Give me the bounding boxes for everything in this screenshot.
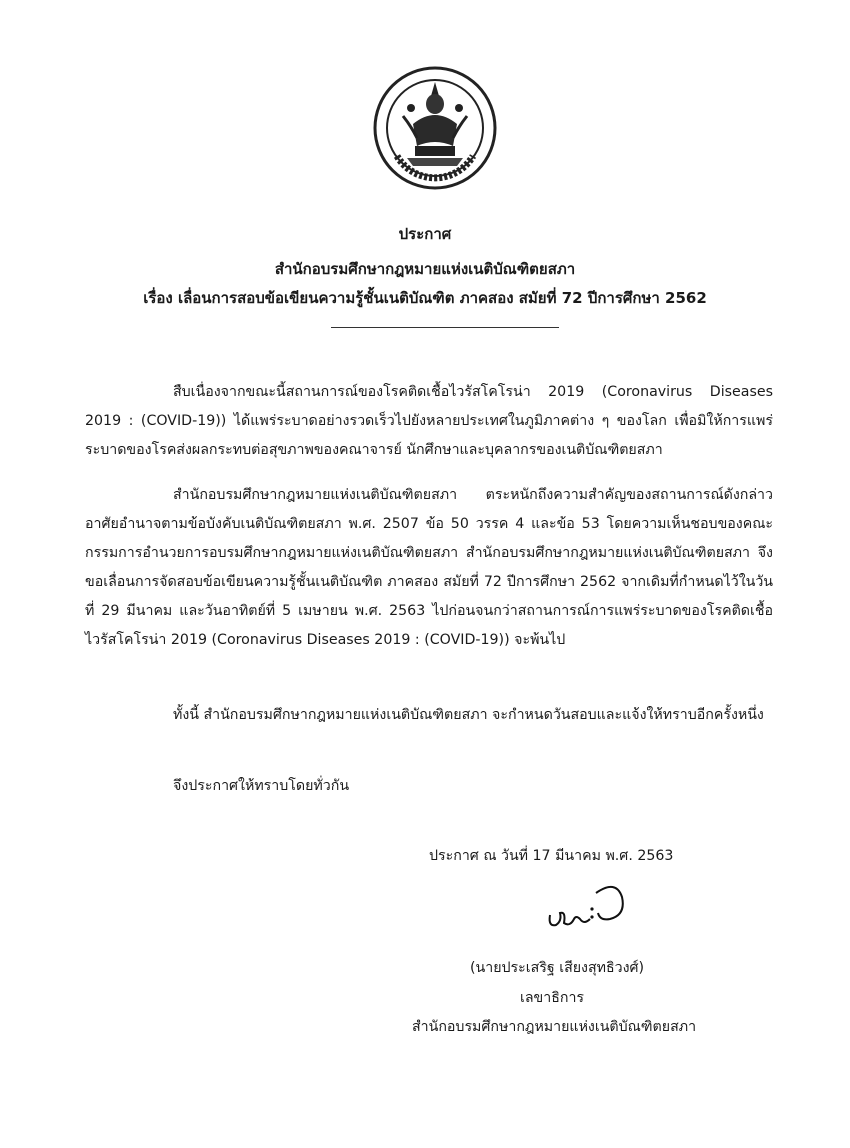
document-title: ประกาศ: [398, 225, 452, 243]
signer-name: (นายประเสริฐ เสียงสุทธิวงศ์): [470, 960, 645, 976]
signature-icon: [540, 875, 630, 937]
paragraph-2: สำนักอบรมศึกษากฎหมายแห่งเนติบัณฑิตยสภา ตระหนักถึงความสำคัญของสถานการณ์ดังกล่าว อาศัยอำนาจตามข้อบังคับเนติบัณฑิตยสภา พ.ศ. 2507 ข้อ 50 วรรค 4 และข้อ 53 โดยความเห็นชอบของคณะกรรมการอำนวยการอบรมศึกษากฎหมายแห่งเนติบัณฑิตยสภา สำนักอบรมศึกษากฎหมายแห่งเนติบัณฑิตยสภา จึงขอเลื่อนการจัดสอบข้อเขียนความรู้ชั้นเนติบัณฑิต ภาคสอง สมัยที่ 72 ปีการศึกษา 2562 จากเดิมที่กำหนดไว้ในวันที่ 29 มีนาคม และวันอาทิตย์ที่ 5 เมษายน พ.ศ. 2563 ไปก่อนจนกว่าสถานการณ์การแพร่ระบาดของโรคติดเชื้อไวรัสโคโรน่า 2019 (Coronavirus Diseases 2019 : (COVID-19)) จะพ้นไป: [85, 487, 773, 648]
signer-position: เลขาธิการ: [520, 990, 585, 1006]
document-subject: เรื่อง เลื่อนการสอบข้อเขียนความรู้ชั้นเนติบัณฑิต ภาคสอง สมัยที่ 72 ปีการศึกษา 2562: [143, 289, 707, 307]
paragraph-1: สืบเนื่องจากขณะนี้สถานการณ์ของโรคติดเชื้อไวรัสโคโรน่า 2019 (Coronavirus Diseases 2019 : (COVID-19)) ได้แพร่ระบาดอย่างรวดเร็วไปยังหลายประเทศในภูมิภาคต่าง ๆ ของโลก เพื่อมิให้การแพร่ระบาดของโรคส่งผลกระทบต่อสุขภาพของคณาจารย์ นักศึกษาและบุคลากรของเนติบัณฑิตยสภา: [85, 384, 773, 458]
paragraph-3: ทั้งนี้ สำนักอบรมศึกษากฎหมายแห่งเนติบัณฑิตยสภา จะกำหนดวันสอบและแจ้งให้ทราบอีกครั้งหนึ่ง: [173, 707, 764, 723]
signer-organization: สำนักอบรมศึกษากฎหมายแห่งเนติบัณฑิตยสภา: [412, 1019, 697, 1035]
header-organization: สำนักอบรมศึกษากฎหมายแห่งเนติบัณฑิตยสภา: [274, 260, 576, 278]
government-seal-icon: [373, 66, 497, 190]
paragraph-4: จึงประกาศให้ทราบโดยทั่วกัน: [173, 778, 350, 794]
announcement-date: ประกาศ ณ วันที่ 17 มีนาคม พ.ศ. 2563: [429, 848, 674, 864]
header-divider: [331, 327, 559, 328]
